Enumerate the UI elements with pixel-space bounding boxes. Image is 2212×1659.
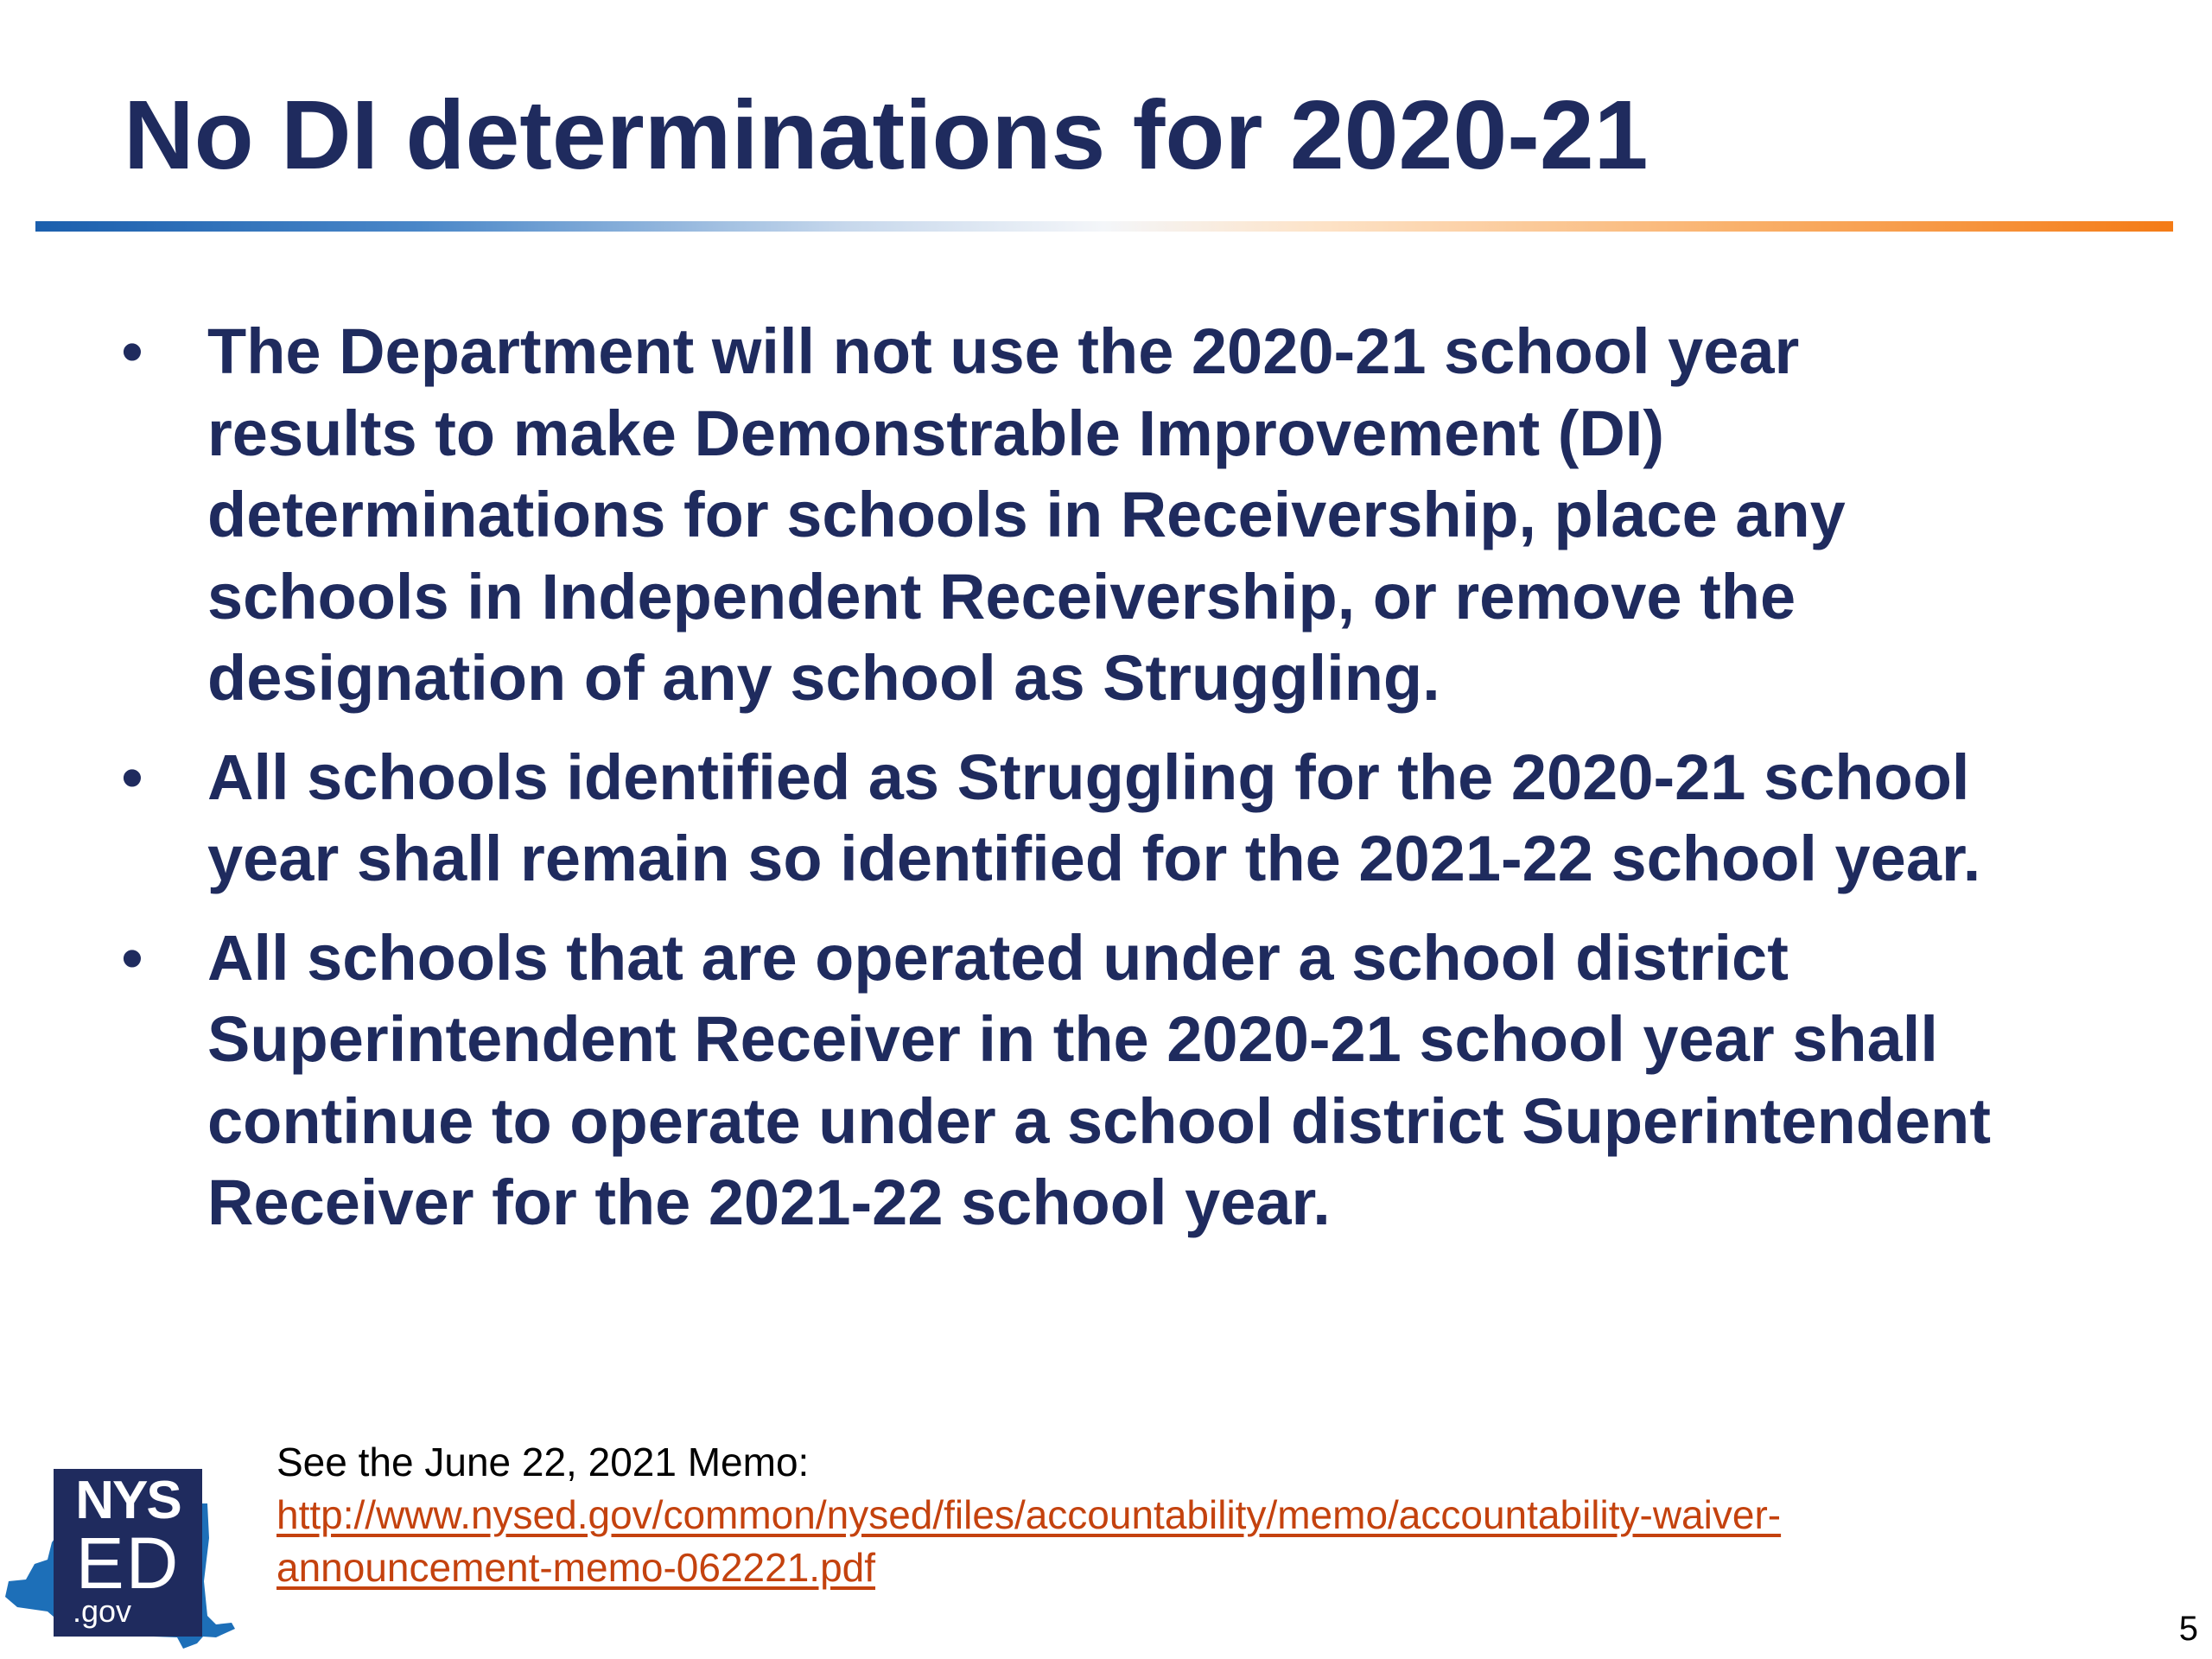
logo-line-nys: NYS	[75, 1471, 181, 1530]
bullet-item	[121, 737, 2005, 900]
slide-title: No DI determinations for 2020-21	[124, 80, 1649, 189]
bullet-item	[121, 311, 2005, 720]
memo-link[interactable]: http://www.nysed.gov/common/nysed/files/accountability/memo/accountability-waiver- announcement-memo-062221.pdf	[276, 1492, 1782, 1590]
logo-line-ed: ED	[75, 1522, 181, 1604]
memo-reference: See the June 22, 2021 Memo:	[276, 1440, 810, 1484]
bullet-text: All schools that are operated under a school district Superintendent Receiver in the 2020-21 school year shall continue to operate under a school district Superintendent Receiver for the 2021-22 school year.	[207, 921, 1991, 1238]
logo-wordmark	[54, 1471, 202, 1629]
footer-note	[276, 1436, 1781, 1594]
bullet-marker: •	[121, 315, 143, 387]
title-divider	[35, 221, 2173, 232]
page-number: 5	[2178, 1610, 2198, 1648]
bullet-item	[121, 918, 2005, 1244]
bullet-text: All schools identified as Struggling for the 2020-21 school year shall remain so identified for the 2021-22 school year.	[207, 741, 1981, 894]
logo-line-gov: .gov	[72, 1593, 132, 1629]
bullet-marker: •	[121, 741, 143, 813]
bullet-marker: •	[121, 921, 143, 994]
bullet-text: The Department will not use the 2020-21 school year results to make Demonstrable Improvement (DI) determinations for schools in Receivership, place any schools in Independent Receivership, or remove the designation of any school as Struggling.	[207, 315, 1846, 714]
bullet-list	[121, 311, 2005, 1262]
